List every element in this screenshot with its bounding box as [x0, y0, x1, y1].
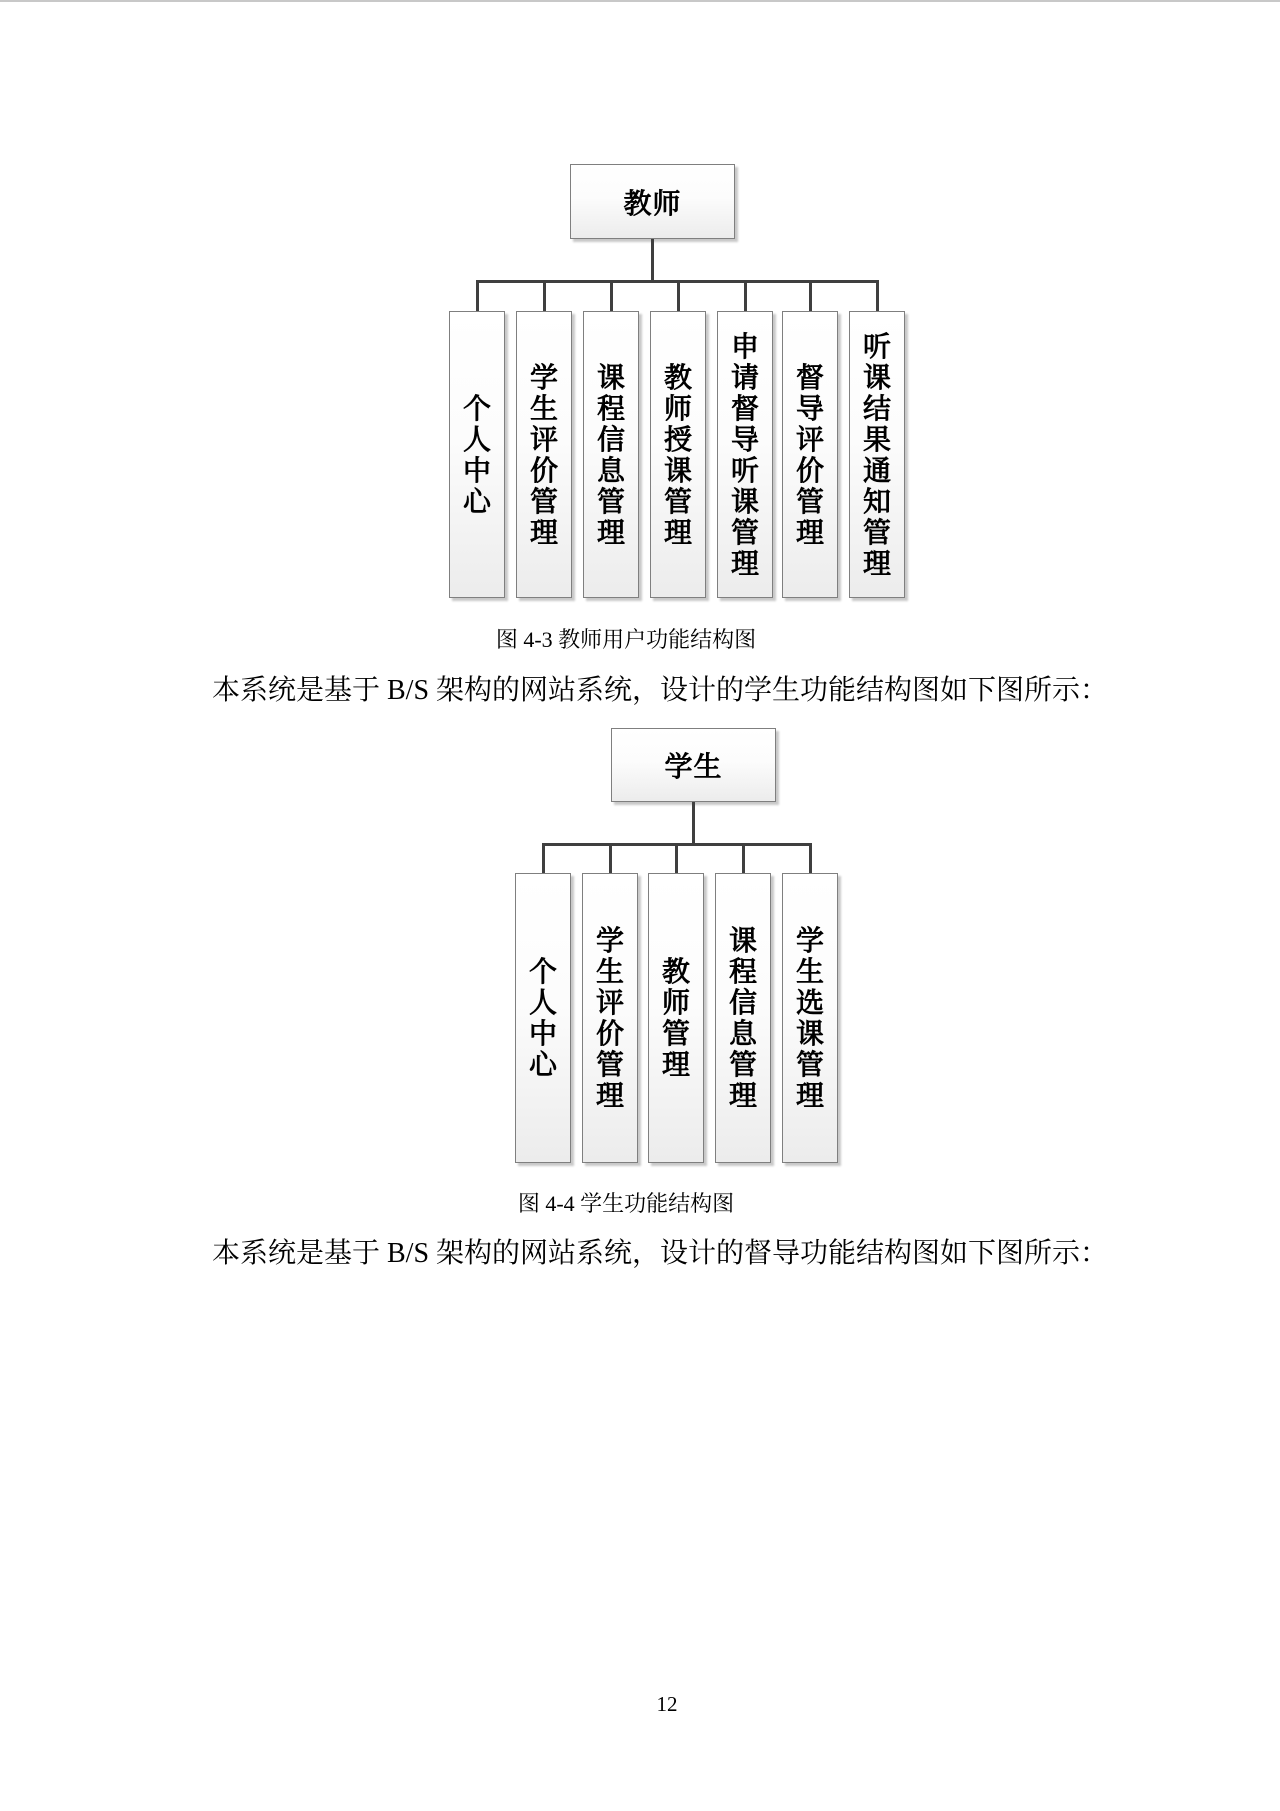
- function-box-char: 心: [528, 1049, 557, 1080]
- function-box-char: 导: [730, 423, 759, 455]
- function-box-char: 课: [663, 454, 692, 486]
- function-box-char: 申: [730, 330, 759, 362]
- function-box: [715, 873, 771, 1163]
- function-box-char: 中: [528, 1018, 557, 1049]
- connector-root-stub: [651, 239, 654, 283]
- figure-4-3-caption: 图 4-3 教师用户功能结构图: [495, 627, 757, 652]
- connector-child-stub: [809, 283, 812, 311]
- connector-child-stub: [675, 846, 678, 873]
- connector-child-stub: [610, 283, 613, 311]
- function-box-char: 理: [862, 547, 891, 579]
- function-box: [516, 311, 572, 598]
- function-box-char: 管: [529, 485, 558, 517]
- function-box-char: 结: [862, 392, 891, 424]
- function-box-char: 理: [730, 547, 759, 579]
- function-box-char: 课: [862, 361, 891, 393]
- function-box-char: 学: [595, 925, 624, 956]
- function-box-char: 课: [728, 925, 757, 956]
- function-box-char: 授: [663, 423, 692, 455]
- connector-horizontal: [476, 280, 879, 283]
- function-box-char: 通: [862, 454, 891, 486]
- function-box-char: 导: [795, 392, 824, 424]
- function-box-char: 理: [595, 1080, 624, 1111]
- function-box-char: 生: [795, 956, 824, 987]
- function-box-char: 管: [730, 516, 759, 548]
- function-box-char: 师: [661, 987, 690, 1018]
- function-box-char: 管: [595, 1049, 624, 1080]
- function-box: [782, 311, 838, 598]
- connector-child-stub: [744, 283, 747, 311]
- function-box-char: 价: [595, 1018, 624, 1049]
- function-box-char: 理: [728, 1080, 757, 1111]
- function-box-char: 果: [862, 423, 891, 455]
- function-box-char: 理: [795, 1080, 824, 1111]
- function-box-char: 听: [862, 330, 891, 362]
- function-box: [582, 873, 638, 1163]
- function-box-char: 信: [728, 987, 757, 1018]
- function-box-char: 评: [795, 423, 824, 455]
- student-root-box: [611, 728, 776, 802]
- teacher-root-box: [570, 164, 735, 239]
- student-root-label: 学生: [664, 751, 723, 782]
- function-box-char: 价: [795, 454, 824, 486]
- function-box: [515, 873, 571, 1163]
- function-box-char: 管: [663, 485, 692, 517]
- connector-child-stub: [542, 846, 545, 873]
- function-box-char: 人: [528, 987, 557, 1018]
- function-box-char: 程: [596, 392, 625, 424]
- function-box: [648, 873, 704, 1163]
- body-paragraph-2: 本系统是基于 B/S 架构的网站系统，设计的督导功能结构图如下图所示：: [212, 1238, 1109, 1269]
- function-box-char: 课: [730, 485, 759, 517]
- figure-4-4-caption: 图 4-4 学生功能结构图: [517, 1191, 735, 1216]
- function-box-char: 教: [663, 361, 692, 393]
- function-box-char: 课: [596, 361, 625, 393]
- function-box-char: 信: [596, 423, 625, 455]
- function-box-char: 理: [795, 516, 824, 548]
- function-box-char: 学: [529, 361, 558, 393]
- function-box-char: 管: [596, 485, 625, 517]
- connector-child-stub: [543, 283, 546, 311]
- teacher-root-label: 教师: [623, 187, 682, 219]
- connector-child-stub: [809, 846, 812, 873]
- connector-horizontal: [542, 843, 812, 846]
- function-box-char: 生: [529, 392, 558, 424]
- function-box-char: 评: [529, 423, 558, 455]
- function-box-char: 中: [462, 454, 491, 486]
- function-box-char: 督: [730, 392, 759, 424]
- function-box: [650, 311, 706, 598]
- function-box-char: 理: [596, 516, 625, 548]
- function-box-char: 教: [661, 956, 690, 987]
- function-box-char: 选: [795, 987, 824, 1018]
- function-box-char: 知: [862, 485, 891, 517]
- function-box: [717, 311, 773, 598]
- function-box-char: 师: [663, 392, 692, 424]
- page-top-rule: [0, 0, 1280, 2]
- connector-child-stub: [876, 283, 879, 311]
- function-box-char: 课: [795, 1018, 824, 1049]
- function-box-char: 学: [795, 925, 824, 956]
- function-box-char: 评: [595, 987, 624, 1018]
- function-box-char: 心: [462, 485, 491, 517]
- function-box-char: 理: [663, 516, 692, 548]
- function-box-char: 个: [462, 392, 491, 424]
- connector-child-stub: [609, 846, 612, 873]
- function-box-char: 督: [795, 361, 824, 393]
- function-box-char: 管: [862, 516, 891, 548]
- function-box-char: 息: [728, 1018, 757, 1049]
- connector-child-stub: [742, 846, 745, 873]
- function-box-char: 人: [462, 423, 491, 455]
- function-box-char: 理: [661, 1049, 690, 1080]
- function-box: [449, 311, 505, 598]
- function-box: [583, 311, 639, 598]
- function-box: [849, 311, 905, 598]
- function-box-char: 听: [730, 454, 759, 486]
- function-box-char: 生: [595, 956, 624, 987]
- function-box: [782, 873, 838, 1163]
- function-box-char: 请: [730, 361, 759, 393]
- function-box-char: 管: [661, 1018, 690, 1049]
- function-box-char: 个: [528, 956, 557, 987]
- function-box-char: 理: [529, 516, 558, 548]
- connector-root-stub: [692, 802, 695, 846]
- connector-child-stub: [476, 283, 479, 311]
- body-paragraph-1: 本系统是基于 B/S 架构的网站系统，设计的学生功能结构图如下图所示：: [212, 675, 1109, 706]
- function-box-char: 价: [529, 454, 558, 486]
- function-box-char: 程: [728, 956, 757, 987]
- function-box-char: 管: [795, 1049, 824, 1080]
- function-box-char: 管: [728, 1049, 757, 1080]
- connector-child-stub: [677, 283, 680, 311]
- function-box-char: 管: [795, 485, 824, 517]
- page-number: 12: [656, 1692, 678, 1716]
- function-box-char: 息: [596, 454, 625, 486]
